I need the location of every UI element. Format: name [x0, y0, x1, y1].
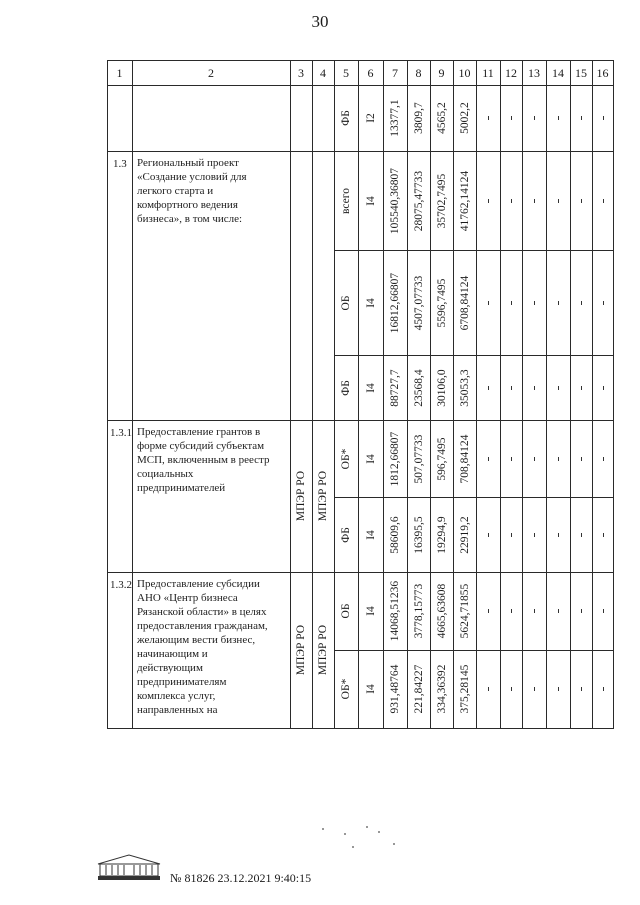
row-1-3-1-sub-2-empty-11 [488, 533, 489, 537]
row-1-3-description-line: «Создание условий для [137, 171, 247, 183]
row-1-3-2-description-line: желающим вести бизнес, [137, 634, 256, 646]
row-1-3-2-sub-2-empty-11 [488, 687, 489, 691]
row-1-3-2-sub-1-value-10: 5624,71855 [458, 583, 471, 639]
row-1-3-2-responsible: МПЭР РО [295, 624, 307, 676]
table-hline [334, 355, 614, 356]
table-vline [476, 60, 477, 729]
column-header-12: 12 [505, 66, 517, 80]
row-1-3-sub-1-value-10: 41762,14124 [458, 170, 471, 231]
table-vline [334, 60, 335, 729]
row-1-3-2-description-line: предпринимателям [137, 676, 227, 688]
table-hline [107, 728, 614, 729]
row-1-3-sub-2-value-9: 5596,7495 [435, 278, 448, 327]
row-1-3-2-sub-1-empty-11 [488, 609, 489, 613]
top-row-code: I2 [364, 113, 377, 123]
table-vline [546, 60, 547, 729]
column-header-15: 15 [575, 66, 587, 80]
table-hline [334, 650, 614, 651]
column-header-16: 16 [596, 66, 609, 80]
row-1-3-1-sub-2-value-9: 19294,9 [435, 515, 448, 554]
row-1-3-sub-3-empty-16 [603, 386, 604, 390]
row-1-3-1-sub-2-code: I4 [364, 529, 377, 540]
row-1-3-1-sub-1-empty-14 [558, 457, 559, 461]
table-vline [358, 60, 359, 729]
table-hline [107, 85, 614, 86]
row-1-3-1-description-line: МСП, включенным в реестр [137, 454, 270, 466]
column-header-2: 2 [208, 66, 214, 80]
row-1-3-sub-3-value-7: 88727,7 [389, 368, 401, 407]
table-vline [570, 60, 571, 729]
column-header-3: 3 [298, 66, 304, 80]
row-1-3-1-sub-2-empty-12 [511, 533, 512, 537]
column-header-1: 1 [116, 66, 123, 80]
top-row-value-8: 3809,7 [412, 102, 425, 134]
table-vline [522, 60, 523, 729]
table-hline [107, 572, 614, 573]
row-1-3-sub-2-code: I4 [364, 297, 377, 308]
row-1-3-sub-1-empty-16 [603, 199, 604, 203]
column-header-13: 13 [528, 66, 540, 80]
document-registration-stamp: № 81826 23.12.2021 9:40:15 [170, 871, 312, 885]
row-1-3-2-description-line: направленных на [137, 704, 218, 716]
table-vline [383, 60, 384, 729]
column-header-4: 4 [320, 66, 326, 80]
row-1-3-2-sub-1-source: ОБ [340, 603, 352, 619]
row-number-1-3-1: 1.3.1 [110, 427, 132, 439]
row-1-3-1-sub-1-empty-13 [534, 457, 535, 461]
row-1-3-1-description-line: социальных [137, 468, 194, 480]
row-1-3-sub-1-value-7: 105540,36807 [389, 167, 401, 234]
row-1-3-sub-2-empty-12 [511, 301, 512, 305]
row-1-3-sub-2-empty-14 [558, 301, 559, 305]
row-1-3-sub-3-empty-12 [511, 386, 512, 390]
row-1-3-1-sub-2-value-10: 22919,2 [458, 515, 471, 554]
table-hline [334, 497, 614, 498]
top-row-source: ФБ [340, 110, 352, 126]
page-number: 30 [311, 12, 329, 31]
row-1-3-2-sub-2-empty-15 [581, 687, 582, 691]
row-1-3-2-description-line: АНО «Центр бизнеса [137, 592, 238, 604]
table-vline [613, 60, 614, 729]
row-1-3-2-sub-1-value-8: 3778,15773 [412, 583, 425, 639]
row-1-3-1-sub-1-empty-12 [511, 457, 512, 461]
row-1-3-1-executor: МПЭР РО [317, 470, 329, 522]
row-1-3-1-sub-2-empty-15 [581, 533, 582, 537]
column-header-5: 5 [343, 66, 349, 80]
row-1-3-sub-1-value-9: 35702,7495 [435, 173, 448, 228]
row-1-3-sub-3-empty-13 [534, 386, 535, 390]
row-1-3-sub-2-source: ОБ [340, 295, 352, 310]
row-1-3-2-sub-1-empty-13 [534, 609, 535, 613]
table-vline [592, 60, 593, 729]
row-1-3-1-sub-1-value-9: 596,7495 [435, 436, 448, 481]
row-1-3-2-description-line: комплекса услуг, [137, 690, 216, 702]
row-number-1-3: 1.3 [113, 158, 127, 170]
row-1-3-sub-3-value-10: 35053,3 [458, 368, 471, 407]
row-1-3-2-sub-1-value-7: 14068,51236 [389, 580, 401, 642]
row-1-3-2-sub-1-empty-16 [603, 609, 604, 613]
table-vline [430, 60, 431, 729]
row-1-3-description-line: легкого старта и [137, 185, 214, 197]
row-1-3-sub-3-empty-14 [558, 386, 559, 390]
row-1-3-2-sub-1-empty-15 [581, 609, 582, 613]
row-number-1-3-2: 1.3.2 [110, 579, 132, 591]
row-1-3-sub-2-empty-11 [488, 301, 489, 305]
row-1-3-1-sub-2-source: ФБ [340, 526, 352, 543]
row-1-3-2-sub-1-value-9: 4665,63608 [435, 583, 448, 639]
row-1-3-2-description-line: начинающим и [137, 648, 208, 660]
row-1-3-1-sub-1-source: ОБ* [340, 448, 352, 469]
table-vline [107, 60, 108, 729]
row-1-3-2-sub-2-value-8: 221,84227 [412, 664, 425, 714]
row-1-3-1-description-line: Предоставление грантов в [137, 426, 261, 438]
column-header-9: 9 [438, 66, 445, 80]
row-1-3-sub-3-source: ФБ [340, 379, 352, 396]
row-1-3-2-sub-1-code: I4 [364, 606, 377, 616]
row-1-3-2-sub-2-value-10: 375,28145 [458, 664, 471, 714]
top-row-empty-15 [581, 116, 582, 120]
row-1-3-2-description-line: предоставления гражданам, [137, 620, 268, 632]
top-row-value-10: 5002,2 [458, 102, 471, 134]
row-1-3-2-description-line: действующим [137, 662, 203, 674]
top-row-empty-14 [558, 116, 559, 120]
row-1-3-1-description-line: предпринимателей [137, 482, 226, 494]
table-vline [407, 60, 408, 729]
row-1-3-sub-1-empty-14 [558, 199, 559, 203]
row-1-3-sub-1-source: всего [340, 187, 352, 214]
table-hline [107, 151, 614, 152]
row-1-3-description-line: бизнеса», в том числе: [137, 213, 243, 225]
row-1-3-description-line: Региональный проект [137, 157, 239, 169]
table-hline [107, 420, 614, 421]
top-row-empty-12 [511, 116, 512, 120]
row-1-3-1-responsible: МПЭР РО [295, 470, 307, 522]
row-1-3-1-sub-2-empty-13 [534, 533, 535, 537]
row-1-3-2-sub-2-value-9: 334,36392 [435, 664, 448, 714]
row-1-3-sub-1-empty-15 [581, 199, 582, 203]
row-1-3-sub-2-empty-15 [581, 301, 582, 305]
row-1-3-sub-2-value-7: 16812,66807 [389, 272, 401, 333]
top-row-empty-13 [534, 116, 535, 120]
top-row-value-7: 13377,1 [389, 99, 401, 137]
row-1-3-2-sub-2-value-7: 931,48764 [389, 664, 401, 714]
row-1-3-sub-2-empty-16 [603, 301, 604, 305]
row-1-3-sub-1-empty-11 [488, 199, 489, 203]
row-1-3-2-executor: МПЭР РО [317, 624, 329, 676]
row-1-3-sub-3-empty-11 [488, 386, 489, 390]
row-1-3-1-sub-1-value-10: 708,84124 [458, 434, 471, 483]
building-stamp-icon [96, 852, 162, 882]
row-1-3-description-line: комфортного ведения [137, 199, 238, 211]
row-1-3-1-sub-1-code: I4 [364, 453, 377, 464]
row-1-3-2-description-line: Рязанской области» в целях [137, 606, 267, 618]
row-1-3-2-sub-2-empty-16 [603, 687, 604, 691]
table-hline [107, 60, 614, 61]
row-1-3-sub-3-value-8: 23568,4 [412, 368, 425, 407]
row-1-3-sub-3-empty-15 [581, 386, 582, 390]
row-1-3-2-sub-2-source: ОБ* [340, 678, 352, 700]
row-1-3-2-sub-2-code: I4 [364, 684, 377, 694]
row-1-3-2-sub-1-empty-12 [511, 609, 512, 613]
table-vline [500, 60, 501, 729]
row-1-3-1-sub-1-empty-15 [581, 457, 582, 461]
row-1-3-sub-1-code: I4 [364, 195, 377, 206]
row-1-3-1-sub-1-empty-11 [488, 457, 489, 461]
row-1-3-sub-2-value-8: 4507,07733 [412, 275, 425, 330]
column-header-6: 6 [367, 66, 374, 80]
row-1-3-sub-1-empty-12 [511, 199, 512, 203]
column-header-7: 7 [392, 66, 398, 80]
row-1-3-2-sub-2-empty-14 [558, 687, 559, 691]
row-1-3-2-sub-1-empty-14 [558, 609, 559, 613]
row-1-3-sub-3-value-9: 30106,0 [435, 368, 448, 407]
row-1-3-1-sub-2-value-8: 16395,5 [412, 515, 425, 554]
row-1-3-1-sub-2-empty-14 [558, 533, 559, 537]
top-row-empty-16 [603, 116, 604, 120]
column-header-8: 8 [415, 66, 422, 80]
table-vline [453, 60, 454, 729]
top-row-value-9: 4565,2 [435, 102, 448, 134]
row-1-3-1-sub-2-empty-16 [603, 533, 604, 537]
table-hline [334, 250, 614, 251]
row-1-3-sub-1-value-8: 28075,47733 [412, 170, 425, 231]
row-1-3-1-description-line: форме субсидий субъектам [137, 440, 265, 452]
row-1-3-1-sub-2-value-7: 58609,6 [389, 515, 401, 554]
column-header-10: 10 [458, 66, 471, 80]
row-1-3-2-sub-2-empty-12 [511, 687, 512, 691]
row-1-3-sub-1-empty-13 [534, 199, 535, 203]
row-1-3-2-sub-2-empty-13 [534, 687, 535, 691]
row-1-3-1-sub-1-value-7: 1812,66807 [389, 431, 401, 486]
row-1-3-sub-3-code: I4 [364, 382, 377, 393]
top-row-empty-11 [488, 116, 489, 120]
row-1-3-2-description-line: Предоставление субсидии [137, 578, 260, 590]
table-vline [312, 60, 313, 729]
row-1-3-1-sub-1-empty-16 [603, 457, 604, 461]
column-header-11: 11 [482, 66, 494, 80]
row-1-3-sub-2-empty-13 [534, 301, 535, 305]
row-1-3-sub-2-value-10: 6708,84124 [458, 275, 471, 330]
table-vline [290, 60, 291, 729]
row-1-3-1-sub-1-value-8: 507,07733 [412, 434, 425, 483]
column-header-14: 14 [552, 66, 564, 80]
